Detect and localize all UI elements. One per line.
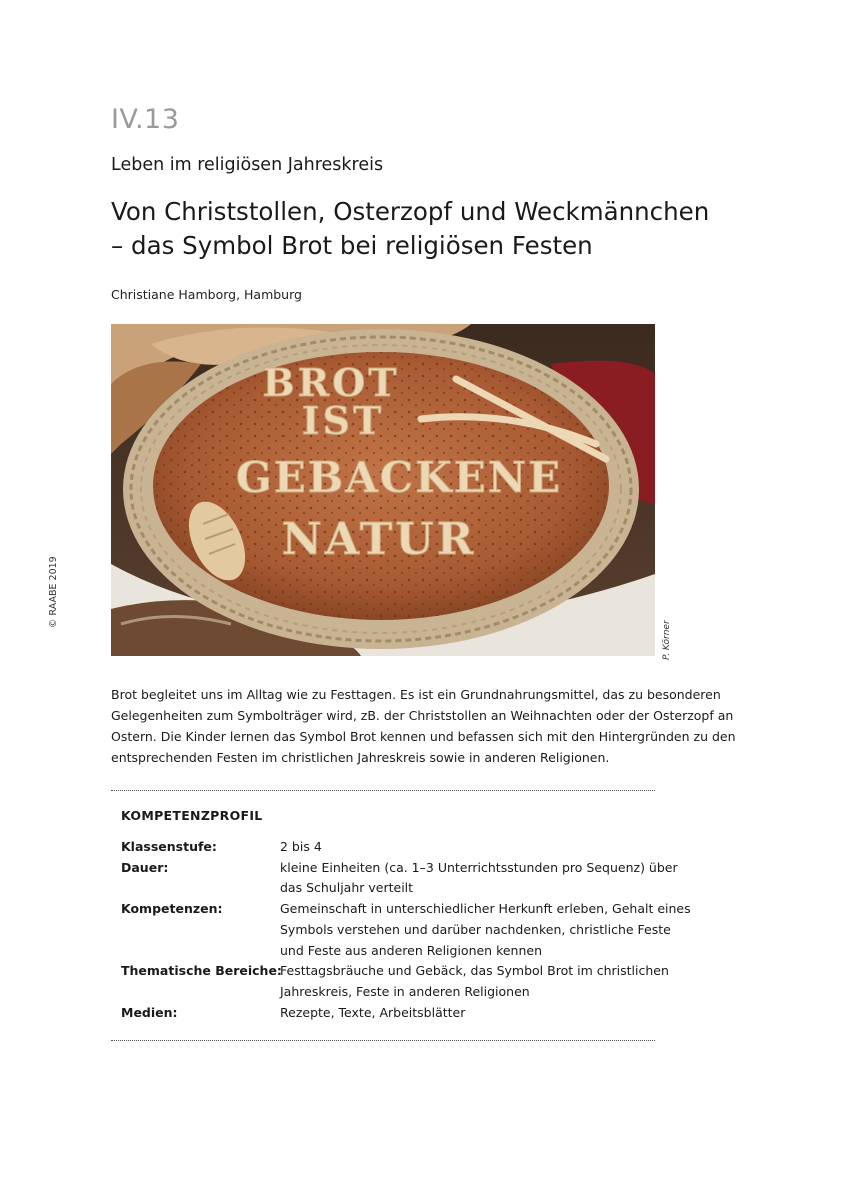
profile-label: Dauer:	[121, 859, 169, 875]
profile-value	[280, 961, 669, 1002]
profile-row	[121, 961, 669, 1002]
profile-value	[280, 899, 691, 961]
copyright-notice: © RAABE 2019	[48, 556, 59, 628]
profile-value	[280, 1003, 651, 1024]
title-line: Von Christstollen, Osterzopf und Weckmännchen	[111, 197, 710, 226]
profile-value	[280, 858, 678, 899]
profile-label: Thematische Bereiche:	[121, 963, 282, 979]
profile-value-line: kleine Einheiten (ca. 1–3 Unterrichtsstunden pro Sequenz) über	[280, 859, 678, 875]
profile-value-line: und Feste aus anderen Religionen kennen	[280, 942, 543, 958]
profile-heading: KOMPETENZPROFIL	[121, 808, 263, 823]
bread-word: NATUR	[281, 514, 477, 565]
competence-profile	[121, 837, 691, 1023]
intro-paragraph	[111, 684, 736, 768]
page-title	[111, 195, 711, 263]
intro-line: entsprechenden Festen im christlichen Jahreskreis sowie in anderen Religionen.	[111, 750, 610, 765]
intro-line: Ostern. Die Kinder lernen das Symbol Brot kennen und befassen sich mit den Hintergründen zu den	[111, 729, 736, 744]
profile-value-line: Gemeinschaft in unterschiedlicher Herkunft erleben, Gehalt eines	[280, 901, 691, 917]
bread-word: GEBACKENE	[235, 453, 563, 502]
profile-value-line: 2 bis 4	[280, 839, 322, 854]
profile-value-line: Symbols verstehen und darüber nachdenken, christliche Feste	[280, 921, 671, 937]
author-line: Christiane Hamborg, Hamburg	[111, 287, 302, 302]
profile-row	[121, 1003, 651, 1024]
photo-credit: P. Körner	[662, 620, 672, 660]
dotted-divider-top	[111, 790, 655, 791]
bread-photo	[111, 324, 655, 656]
profile-label: Medien:	[121, 1004, 178, 1020]
bread-word: IST	[301, 398, 385, 443]
profile-row	[121, 858, 678, 899]
profile-label: Klassenstufe:	[121, 839, 217, 854]
chapter-number: IV.13	[111, 104, 180, 135]
profile-value	[280, 837, 651, 858]
profile-value-line: Festtagsbräuche und Gebäck, das Symbol Brot im christlichen	[280, 963, 669, 979]
profile-row	[121, 837, 651, 858]
profile-value-line: Rezepte, Texte, Arbeitsblätter	[280, 1004, 466, 1020]
profile-value-line: Jahreskreis, Feste in anderen Religionen	[280, 983, 530, 999]
intro-line: Brot begleitet uns im Alltag wie zu Festtagen. Es ist ein Grundnahrungsmittel, das zu besonderen	[111, 687, 721, 702]
intro-line: Gelegenheiten zum Symbolträger wird, zB. der Christstollen an Weihnachten oder der Osterzopf an	[111, 708, 734, 723]
series-title: Leben im religiösen Jahreskreis	[111, 155, 384, 175]
profile-row	[121, 899, 691, 961]
profile-label: Kompetenzen:	[121, 901, 223, 917]
dotted-divider-bottom	[111, 1040, 655, 1041]
profile-value-line: das Schuljahr verteilt	[280, 880, 414, 896]
bread-word: BROT	[262, 360, 400, 405]
title-line: – das Symbol Brot bei religiösen Festen	[111, 231, 593, 260]
